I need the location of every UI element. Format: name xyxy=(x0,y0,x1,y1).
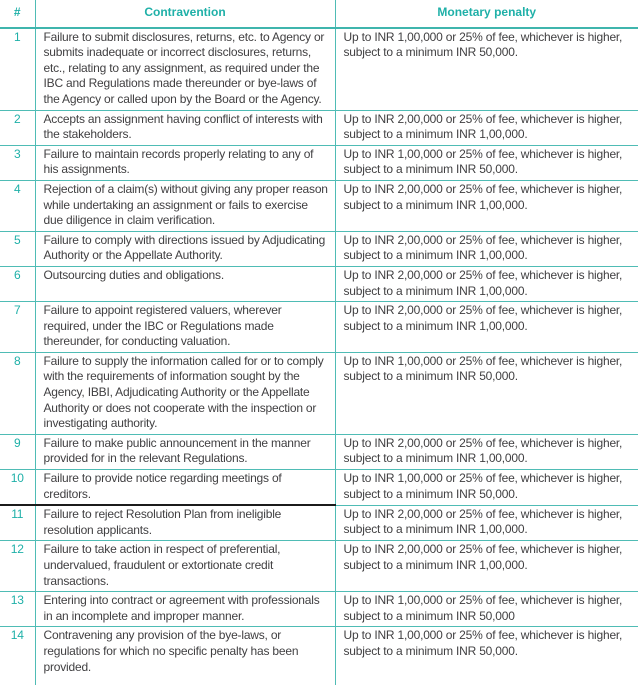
table-row xyxy=(0,434,638,469)
column-header-contravention: Contravention xyxy=(35,0,335,28)
row-number-cell: 9 xyxy=(0,434,35,469)
penalty-cell: Up to INR 2,00,000 or 25% of fee, whichever is higher, subject to a minimum INR 1,00,000. xyxy=(335,302,638,353)
contravention-cell: Failure to appoint registered valuers, wherever required, under the IBC or Regulations made thereunder, for conducting valuation. xyxy=(35,302,335,353)
row-number-cell: 3 xyxy=(0,145,35,180)
penalty-cell: Up to INR 1,00,000 or 25% of fee, whichever is higher, subject to a minimum INR 50,000. xyxy=(335,470,638,506)
row-number-cell: 7 xyxy=(0,302,35,353)
table-row xyxy=(0,470,638,506)
penalty-cell: Up to INR 1,00,000 or 25% of fee, whichever is higher, subject to a minimum INR 50,000. xyxy=(335,352,638,434)
row-number-cell: 10 xyxy=(0,470,35,506)
column-header-penalty: Monetary penalty xyxy=(335,0,638,28)
row-number-cell: 14 xyxy=(0,627,35,685)
penalty-cell: Up to INR 2,00,000 or 25% of fee, whichever is higher, subject to a minimum INR 1,00,000. xyxy=(335,505,638,541)
table-row xyxy=(0,352,638,434)
contravention-cell: Contravening any provision of the bye-laws, or regulations for which no specific penalty has been provided. xyxy=(35,627,335,685)
penalty-cell: Up to INR 2,00,000 or 25% of fee, whichever is higher, subject to a minimum INR 1,00,000. xyxy=(335,266,638,301)
penalty-cell: Up to INR 2,00,000 or 25% of fee, whichever is higher, subject to a minimum INR 1,00,000. xyxy=(335,110,638,145)
table-row xyxy=(0,505,638,541)
table-row xyxy=(0,145,638,180)
row-number-cell: 2 xyxy=(0,110,35,145)
contravention-cell: Failure to supply the information called for or to comply with the requirements of information sought by the Agency, IBBI, Adjudicating Authority or the Appellate Authority or does not cooperate with the inspection or investigating authority. xyxy=(35,352,335,434)
penalty-cell: Up to INR 2,00,000 or 25% of fee, whichever is higher, subject to a minimum INR 1,00,000. xyxy=(335,434,638,469)
table-row xyxy=(0,592,638,627)
row-number-cell: 4 xyxy=(0,180,35,231)
contravention-cell: Failure to submit disclosures, returns, etc. to Agency or submits inadequate or incorrect disclosures, returns, etc., relating to any assignment, as required under the IBC and Regulations made thereunder or bye-laws of the Agency or called upon by the Board or the Agency. xyxy=(35,28,335,110)
column-header-number: # xyxy=(0,0,35,28)
penalty-cell: Up to INR 2,00,000 or 25% of fee, whichever is higher, subject to a minimum INR 1,00,000. xyxy=(335,541,638,592)
contravention-cell: Failure to provide notice regarding meetings of creditors. xyxy=(35,470,335,506)
table-row xyxy=(0,541,638,592)
penalty-cell: Up to INR 1,00,000 or 25% of fee, whichever is higher, subject to a minimum INR 50,000 xyxy=(335,592,638,627)
row-number-cell: 11 xyxy=(0,505,35,541)
contravention-cell: Failure to take action in respect of preferential, undervalued, fraudulent or extortionate credit transactions. xyxy=(35,541,335,592)
contravention-cell: Failure to maintain records properly relating to any of his assignments. xyxy=(35,145,335,180)
contravention-cell: Outsourcing duties and obligations. xyxy=(35,266,335,301)
table-row xyxy=(0,110,638,145)
penalty-cell: Up to INR 2,00,000 or 25% of fee, whichever is higher, subject to a minimum INR 1,00,000. xyxy=(335,180,638,231)
row-number-cell: 13 xyxy=(0,592,35,627)
row-number-cell: 8 xyxy=(0,352,35,434)
penalty-cell: Up to INR 2,00,000 or 25% of fee, whichever is higher, subject to a minimum INR 1,00,000. xyxy=(335,231,638,266)
row-number-cell: 1 xyxy=(0,28,35,110)
contravention-cell: Entering into contract or agreement with professionals in an incomplete and improper manner. xyxy=(35,592,335,627)
contravention-cell: Failure to reject Resolution Plan from ineligible resolution applicants. xyxy=(35,505,335,541)
row-number-cell: 6 xyxy=(0,266,35,301)
penalty-cell: Up to INR 1,00,000 or 25% of fee, whichever is higher, subject to a minimum INR 50,000. xyxy=(335,28,638,110)
row-number-cell: 5 xyxy=(0,231,35,266)
table-row xyxy=(0,180,638,231)
penalty-cell: Up to INR 1,00,000 or 25% of fee, whichever is higher, subject to a minimum INR 50,000. xyxy=(343,628,623,658)
table-body xyxy=(0,28,638,685)
penalty-cell: Up to INR 1,00,000 or 25% of fee, whichever is higher, subject to a minimum INR 50,000. xyxy=(335,145,638,180)
contravention-cell: Failure to comply with directions issued by Adjudicating Authority or the Appellate Authority. xyxy=(35,231,335,266)
row-number-cell: 12 xyxy=(0,541,35,592)
table-row xyxy=(0,302,638,353)
header-row xyxy=(0,0,638,28)
contravention-cell: Rejection of a claim(s) without giving any proper reason while undertaking an assignment or fails to exercise due diligence in claim verification. xyxy=(35,180,335,231)
contravention-cell: Failure to make public announcement in the manner provided for in the relevant Regulations. xyxy=(35,434,335,469)
table-row xyxy=(0,231,638,266)
table-row xyxy=(0,266,638,301)
table-row xyxy=(0,28,638,110)
table-row xyxy=(0,627,638,685)
contravention-cell: Accepts an assignment having conflict of interests with the stakeholders. xyxy=(35,110,335,145)
